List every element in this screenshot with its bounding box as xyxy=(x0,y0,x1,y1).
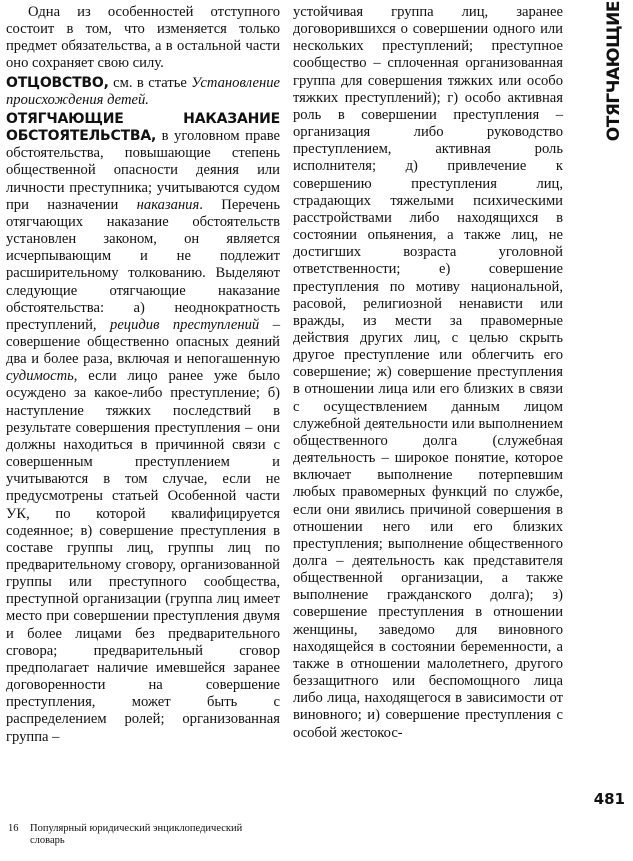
entry-text: см. в статье xyxy=(108,74,192,91)
entry-otcovstvo xyxy=(6,75,280,109)
running-head xyxy=(601,1,627,142)
right-column-text: устойчивая группа лиц, заранее договорившихся о совершении одного или нескольких преступлений; преступное сообщество – сплоченная организованная группа для совершения тяжких или особо тяжких преступлений); г) особо активная роль в совершении преступления – организация либо руководство преступлением, активная роль исполнителя; д) привлечение к совершению преступления лиц, страдающих тяжелыми психическими расстройствами либо находящихся в состоянии опьянения, а также лиц, не достигших возраста уголовной ответственности; е) совершение преступления по мотиву национальной, расовой, религиозной ненависти или вражды, из мести за правомерные действия других лиц, с целью скрыть другое преступление или облегчить его совершение; ж) совершение преступления в отношении лица или его близких в связи с осуществлением данным лицом служебной деятельности или выполнением общественного долга (служебная деятельность – широкое понятие, которое включает выполнение потерпевшим любых правомерных функций по службе, если они явились причиной совершения в отношении него или его близких преступления; выполнение общественного долга – деятельность как представителя общественной организации, а также выполнение гражданского долга); з) совершение преступления в отношении женщины, заведомо для виновного находящейся в состоянии беременности, а также в отношении малолетнего, другого беззащитного или беспомощного лица либо лица, находящегося в зависимости от виновного; и) совершение преступления с особой жестокос- xyxy=(293,4,563,741)
cross-reference: судимость xyxy=(6,368,74,385)
entry-main xyxy=(6,111,280,746)
entry-text: . Перечень отягчающих наказание обстоятельств установлен законом, он является исчерпывающим и не подлежит расширительному толкованию. Выделяют следующие отягчающие наказание обстоятельства: а) неоднократность преступлений, xyxy=(6,196,280,333)
cross-reference: рецидив преступлений xyxy=(110,316,260,333)
cross-reference: Установление происхождения детей. xyxy=(6,74,280,108)
book-title: Популярный юридический энциклопедический словарь xyxy=(30,823,243,846)
headword-otcovstvo: ОТЦОВСТВО, xyxy=(6,74,109,91)
entry-text: – совершение общественно опасных деяний два и более раза, включая и непогашенную xyxy=(6,316,280,368)
entry-text: в уголовном праве обстоятельства, повышающие степень общественной опасности деяния или личности преступника; учитываются судом при назначении xyxy=(6,128,280,213)
left-column xyxy=(6,4,280,746)
intro-paragraph: Одна из особенностей отступного состоит в том, что изменяется только предмет обязательства, а в остальной части оно сохраняет свою силу. xyxy=(6,4,280,72)
cross-reference: наказания xyxy=(136,196,200,213)
running-head-text: ОТЯГЧАЮЩИЕ xyxy=(604,1,624,142)
sheet-number: 16 xyxy=(8,823,19,834)
entry-text: , если лицо ранее уже было осуждено за какое-либо преступление; б) наступление тяжких последствий в результате совершения преступления – они должны находиться в причинной связи с совершенным преступлением и учитываются в том случае, если не предусмотрены статьей Особенной части УК, по которой квалифицируется содеянное; в) совершение преступления в составе группы лиц, группы лиц по предварительному сговору, организованной группы или преступного сообщества, преступной организации (группа лиц имеет место при совершении преступления двумя и более лицами без предварительного сговора; предварительный сговор предполагает наличие имевшейся заранее договоренности на совершение преступления, может быть с распределением ролей; организованная группа – xyxy=(6,368,280,745)
headword-main: ОТЯГЧАЮЩИЕ НАКАЗАНИЕ ОБСТОЯТЕЛЬСТВА, xyxy=(6,110,280,145)
right-column xyxy=(293,4,563,742)
page-number: 481 xyxy=(593,790,625,808)
